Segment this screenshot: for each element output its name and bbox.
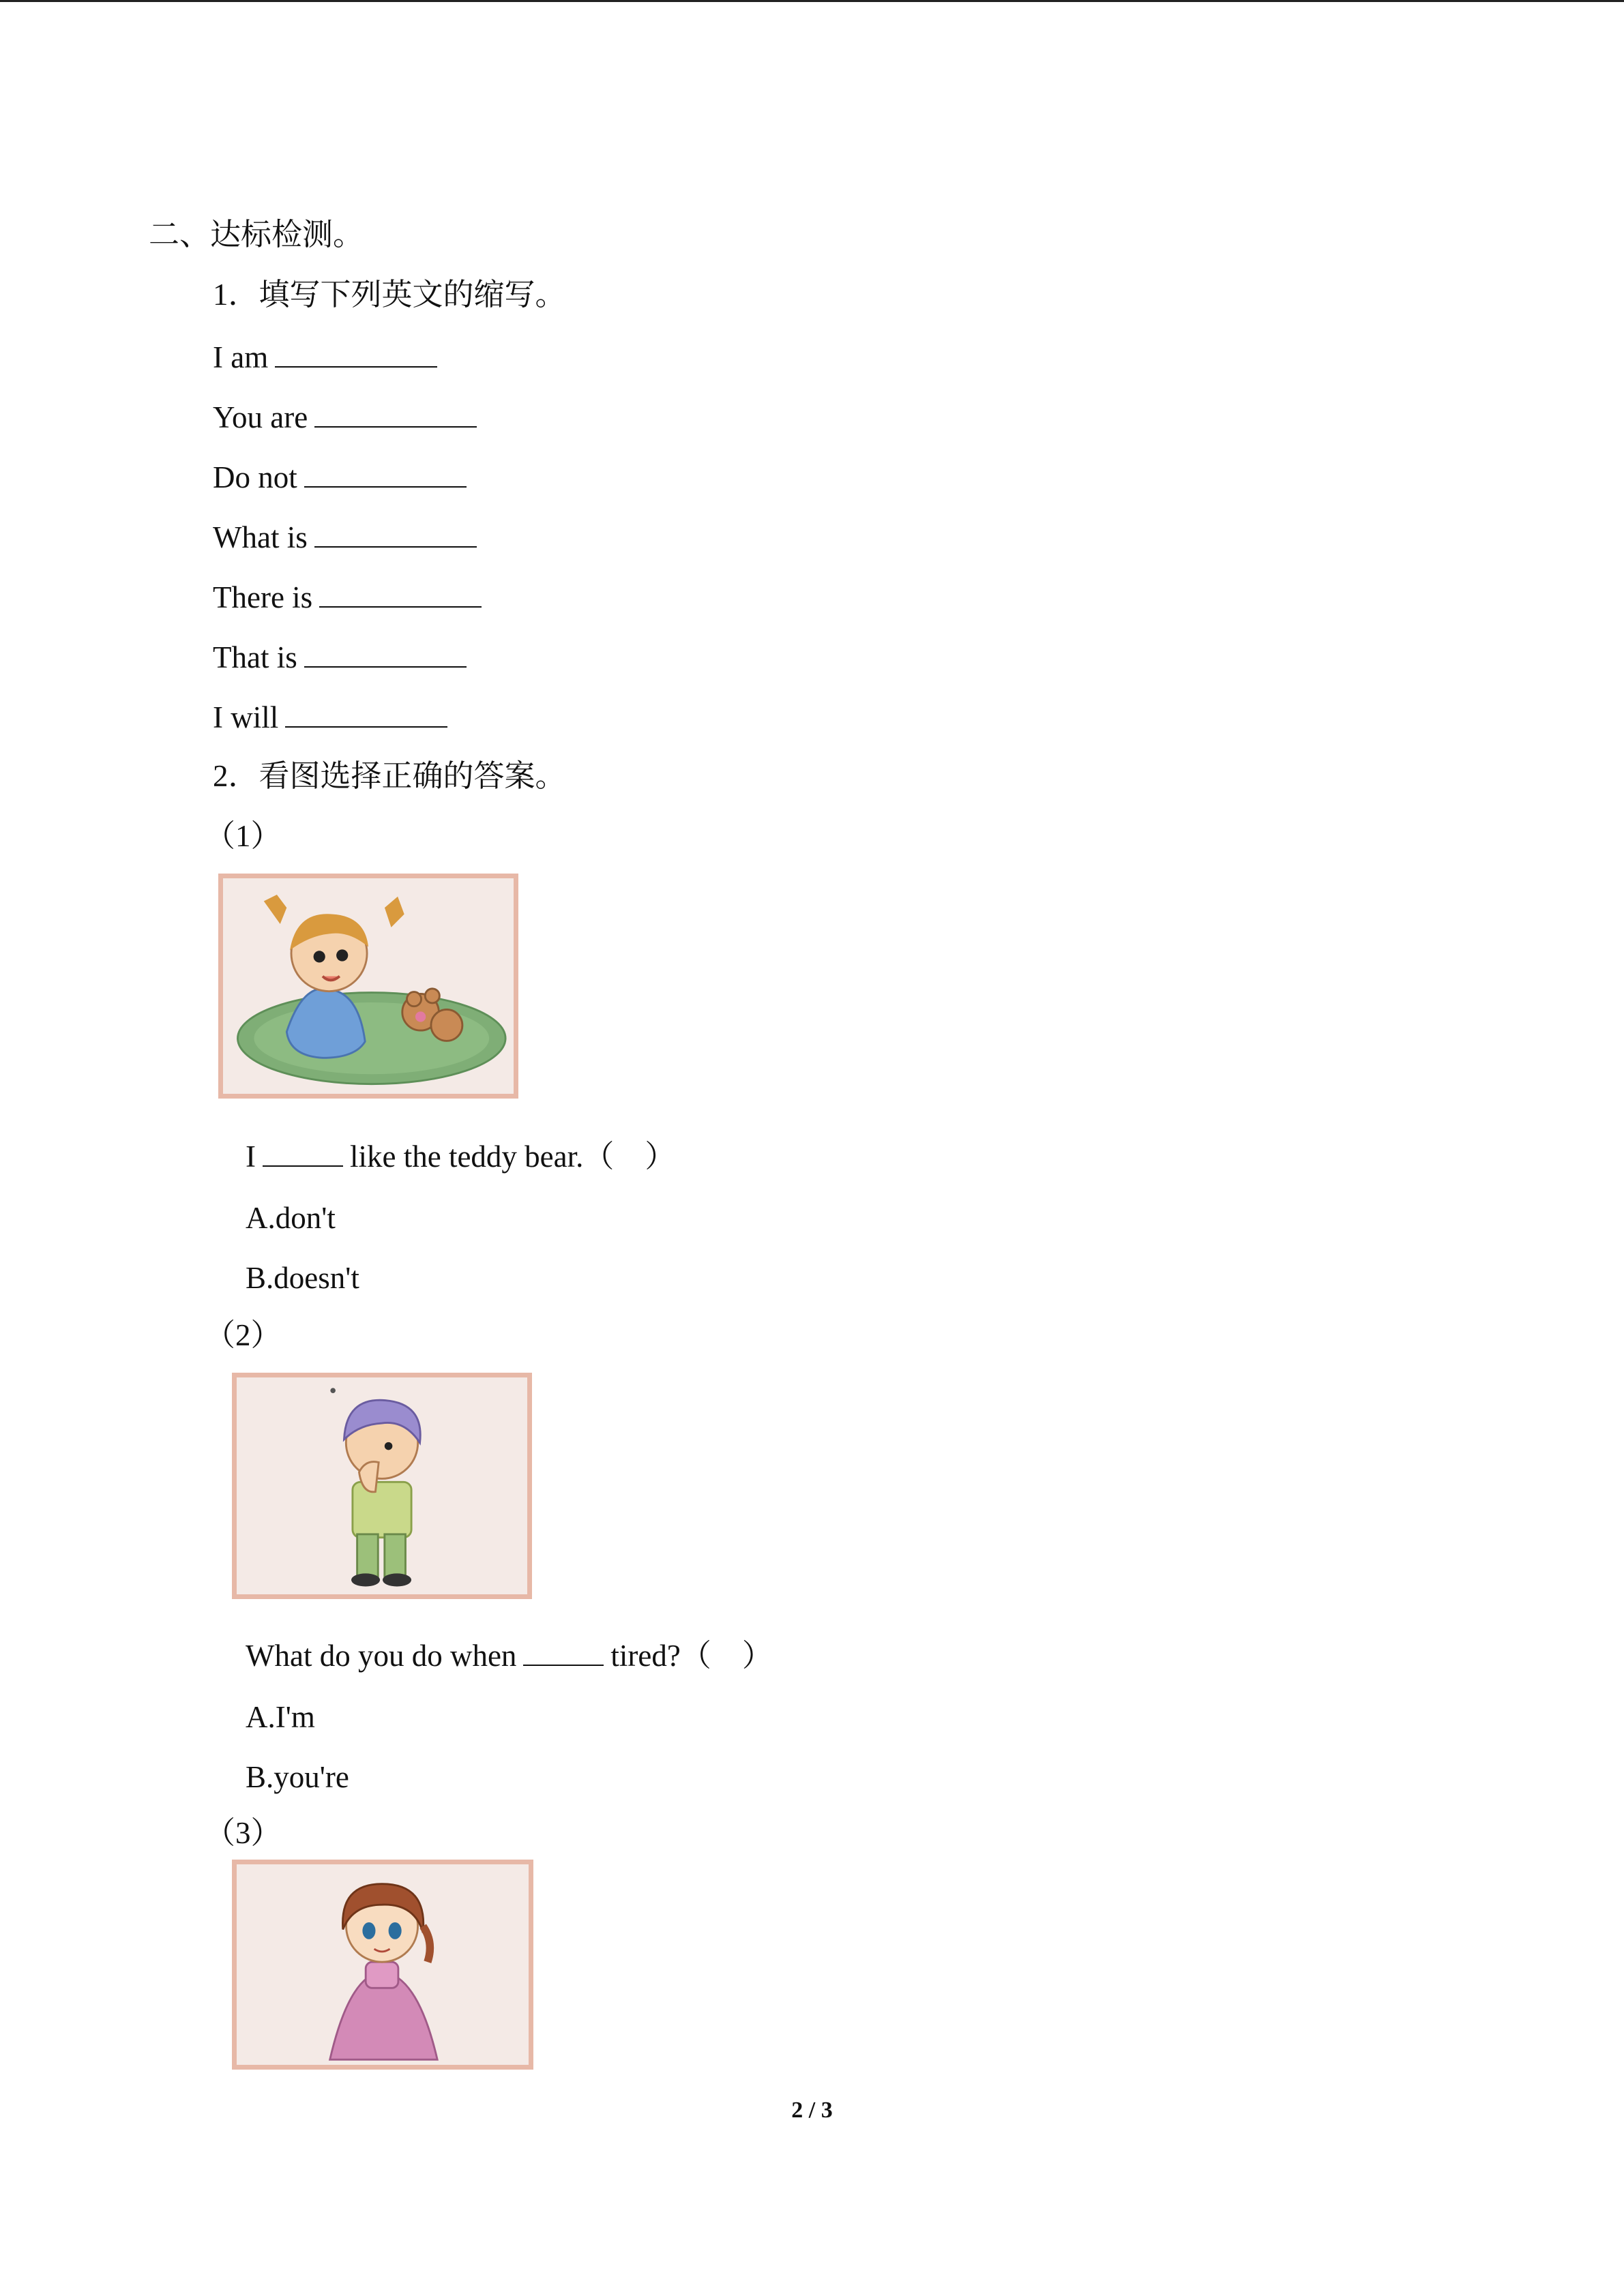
question-1-title: 1．填写下列英文的缩写。 xyxy=(213,278,566,312)
abbrev-label: Do not xyxy=(213,460,297,494)
abbrev-label: What is xyxy=(213,520,308,554)
subquestion-number: （3） xyxy=(205,1816,282,1850)
answer-blank[interactable] xyxy=(304,459,467,488)
sentence-start: What do you do when xyxy=(246,1639,517,1673)
abbrev-label: You are xyxy=(213,400,308,434)
pink-dress-girl-illustration xyxy=(237,1864,529,2065)
abbrev-item xyxy=(213,458,467,496)
answer-blank[interactable] xyxy=(319,579,482,608)
tired-boy-illustration xyxy=(237,1377,527,1594)
answer-blank[interactable] xyxy=(275,339,437,368)
abbrev-label: I will xyxy=(213,700,279,734)
girl-in-pink-dress-picture xyxy=(232,1860,533,2070)
option-a[interactable]: A.I'm xyxy=(246,1700,315,1734)
abbrev-item xyxy=(213,638,467,676)
fill-in-sentence xyxy=(246,1637,773,1675)
girl-teddy-illustration xyxy=(223,878,514,1094)
option-a[interactable]: A.don't xyxy=(246,1201,336,1235)
answer-blank[interactable] xyxy=(314,519,477,548)
question-2-title: 2．看图选择正确的答案。 xyxy=(213,759,566,793)
answer-blank[interactable] xyxy=(314,399,477,428)
abbrev-label: There is xyxy=(213,580,313,614)
abbrev-item xyxy=(213,698,447,736)
abbrev-label: I am xyxy=(213,340,269,374)
answer-blank[interactable] xyxy=(285,699,447,728)
girl-with-teddy-bear-picture xyxy=(218,874,518,1099)
answer-blank[interactable] xyxy=(263,1138,343,1167)
abbrev-label: That is xyxy=(213,640,297,674)
abbrev-item xyxy=(213,338,437,376)
subquestion-number: （1） xyxy=(205,819,282,853)
page-number: 2 / 3 xyxy=(791,2098,833,2123)
fill-in-sentence xyxy=(246,1137,675,1176)
sentence-start: I xyxy=(246,1139,256,1174)
option-b[interactable]: B.doesn't xyxy=(246,1261,359,1295)
option-b[interactable]: B.you're xyxy=(246,1760,349,1794)
abbrev-item xyxy=(213,518,477,556)
sentence-end: tired?（ ） xyxy=(610,1639,773,1673)
sentence-end: like the teddy bear.（ ） xyxy=(350,1139,676,1174)
answer-blank[interactable] xyxy=(304,639,467,668)
abbrev-item xyxy=(213,398,477,436)
tired-boy-picture xyxy=(232,1373,532,1599)
section-title: 二、达标检测。 xyxy=(149,218,364,252)
subquestion-number: （2） xyxy=(205,1318,282,1352)
answer-blank[interactable] xyxy=(523,1637,604,1666)
abbrev-item xyxy=(213,578,482,616)
top-border xyxy=(0,0,1624,2)
